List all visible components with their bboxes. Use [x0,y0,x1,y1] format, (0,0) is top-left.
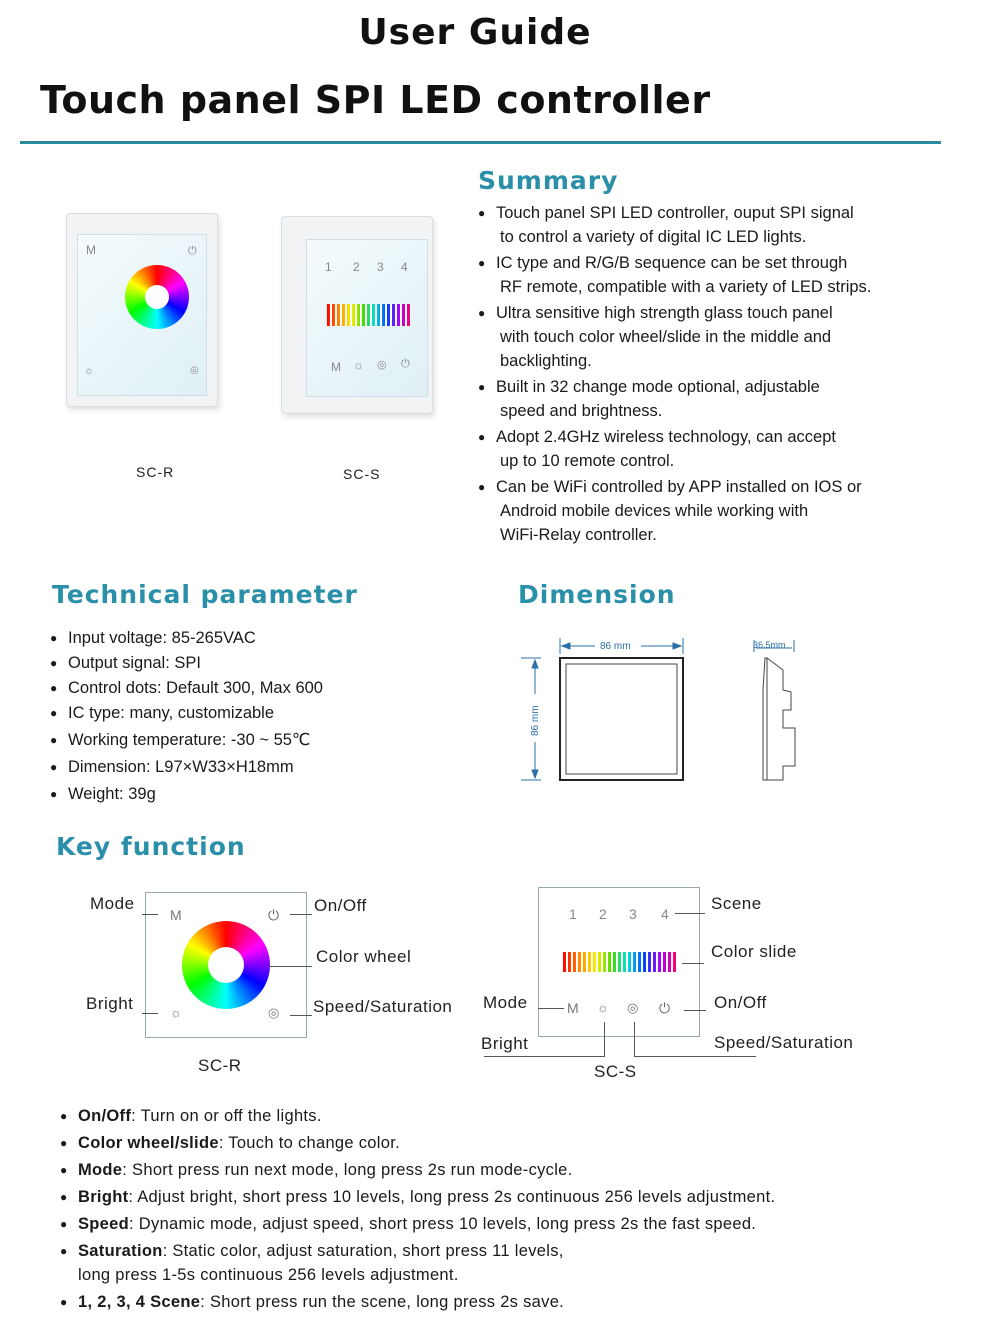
technical-item: ● Control dots: Default 300, Max 600 [50,676,470,700]
brightness-icon: ☼ [170,1005,182,1020]
dimension-heading: Dimension [518,580,676,609]
technical-item: ● Input voltage: 85-265VAC [50,626,470,650]
mode-icon: M [86,243,96,257]
sc-s-slide-label: Color slide [711,942,797,961]
mode-icon: M [170,907,182,923]
dimension-height-label: 86 mm [530,705,541,736]
key-description-item: ● Bright: Adjust bright, short press 10 levels, long press 2s continuous 256 levels adjustment. [60,1185,960,1209]
speed-icon: ◎ [627,1000,639,1015]
sc-s-key-caption: SC-S [594,1062,637,1081]
summary-item: ● IC type and R/G/B sequence can be set through RF remote, compatible with a variety of LED strips. [478,251,958,299]
page-subtitle: Touch panel SPI LED controller [40,78,711,122]
summary-item: ● Touch panel SPI LED controller, ouput SPI signal to control a variety of digital IC LED lights. [478,201,958,249]
scene-3-icon: 3 [629,906,637,922]
mode-icon: M [567,1000,579,1016]
power-icon: ⏻ [268,907,280,923]
key-description-item: ● On/Off: Turn on or off the lights. [60,1104,960,1128]
key-function-heading: Key function [56,832,246,861]
sc-r-key-caption: SC-R [198,1056,242,1075]
brightness-icon: ☼ [597,1000,609,1015]
power-icon: ⏻ [188,245,197,257]
key-description-item: ● Saturation: Static color, adjust saturation, short press 11 levels, long press 1-5s continuous 256 levels adjustment. [60,1239,960,1287]
sc-r-mode-label: Mode [90,894,135,913]
sc-r-key-diagram [145,892,307,1038]
power-icon: ⏻ [659,1000,671,1016]
sc-s-scene-label: Scene [711,894,762,913]
scene-2-icon: 2 [599,906,607,922]
scene-3-icon: 3 [377,260,384,274]
dimension-width-label: 86 mm [600,641,631,652]
scene-4-icon: 4 [661,906,669,922]
speed-icon: ◎ [268,1005,280,1020]
sc-r-onoff-label: On/Off [314,896,367,915]
sc-s-product-image [281,216,433,414]
color-slide-icon [563,952,677,972]
brightness-icon: ☼ [84,365,95,377]
key-description-list [60,1104,960,1317]
key-description-item: ● Speed: Dynamic mode, adjust speed, short press 10 levels, long press 2s the fast speed. [60,1212,960,1236]
sc-s-bright-label: Bright [481,1034,529,1053]
technical-item: ● Dimension: L97×W33×H18mm [50,755,470,779]
scene-1-icon: 1 [325,260,332,274]
sc-s-speed-label: Speed/Saturation [714,1033,854,1052]
page-title: User Guide [358,12,592,53]
summary-item: ● Ultra sensitive high strength glass touch panel with touch color wheel/slide in the middle and backlighting. [478,301,958,373]
color-slide-icon [327,304,411,326]
scene-4-icon: 4 [401,260,408,274]
technical-heading: Technical parameter [52,580,358,609]
mode-icon: M [331,360,341,374]
summary-item: ● Adopt 2.4GHz wireless technology, can accept up to 10 remote control. [478,425,958,473]
scene-1-icon: 1 [569,906,577,922]
sc-s-caption: SC-S [343,466,381,482]
header-divider [20,141,941,144]
sc-r-wheel-label: Color wheel [316,947,412,966]
summary-item: ● Built in 32 change mode optional, adjustable speed and brightness. [478,375,958,423]
power-icon: ⏻ [401,358,410,370]
technical-item: ● Output signal: SPI [50,651,470,675]
sc-r-product-image [66,213,218,407]
dimension-drawing [515,630,815,790]
sc-s-panel-face [306,239,428,397]
summary-list [478,201,958,549]
technical-item: ● Weight: 39g [50,782,470,806]
scene-2-icon: 2 [353,260,360,274]
sc-r-speed-label: Speed/Saturation [313,997,453,1016]
key-description-item: ● 1, 2, 3, 4 Scene: Short press run the scene, long press 2s save. [60,1290,960,1314]
speed-icon: ◎ [377,359,387,371]
technical-item: ● Working temperature: -30 ~ 55℃ [50,728,470,752]
key-description-item: ● Color wheel/slide: Touch to change color. [60,1131,960,1155]
speed-icon: ◎ [190,365,199,376]
technical-list [50,626,470,807]
sc-s-onoff-label: On/Off [714,993,767,1012]
sc-r-bright-label: Bright [86,994,134,1013]
sc-r-caption: SC-R [136,464,175,480]
brightness-icon: ☼ [353,358,364,372]
technical-item: ● IC type: many, customizable [50,701,470,725]
key-description-item: ● Mode: Short press run next mode, long press 2s run mode-cycle. [60,1158,960,1182]
sc-s-mode-label: Mode [483,993,528,1012]
summary-heading: Summary [478,166,619,195]
dimension-depth-label: 36.5mm [753,640,786,650]
sc-s-key-diagram [538,887,700,1037]
summary-item: ● Can be WiFi controlled by APP installed on IOS or Android mobile devices while working with WiFi-Relay controller. [478,475,958,547]
sc-r-panel-face [77,234,207,396]
